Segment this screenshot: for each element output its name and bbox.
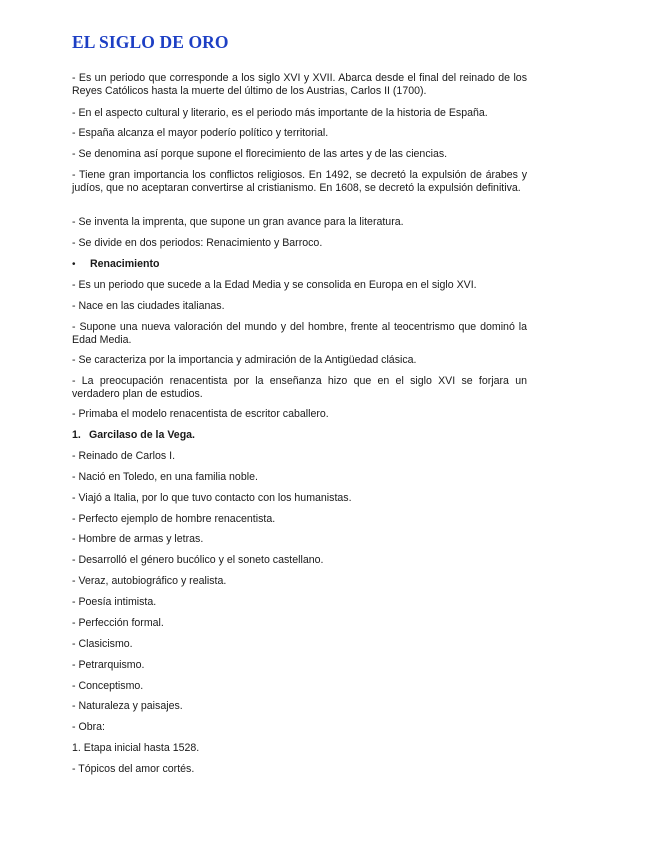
intro-paragraph-3: - España alcanza el mayor poderío político y territorial. bbox=[72, 127, 329, 139]
garcilaso-point-2: - Nació en Toledo, en una familia noble. bbox=[72, 471, 258, 483]
renacimiento-point-2: - Nace en las ciudades italianas. bbox=[72, 300, 225, 312]
garcilaso-point-1: - Reinado de Carlos I. bbox=[72, 450, 176, 462]
garcilaso-heading: Garcilaso de la Vega. bbox=[89, 429, 195, 441]
renacimiento-point-5: - La preocupación renacentista por la enseñanza hizo que en el siglo XVI se forjara un verdadero plan de estudios. bbox=[72, 375, 527, 400]
garcilaso-point-12: - Conceptismo. bbox=[72, 680, 144, 692]
garcilaso-point-15: 1. Etapa inicial hasta 1528. bbox=[72, 742, 200, 754]
garcilaso-point-10: - Clasicismo. bbox=[72, 638, 133, 650]
garcilaso-point-6: - Desarrolló el género bucólico y el soneto castellano. bbox=[72, 554, 324, 566]
renacimiento-point-1: - Es un periodo que sucede a la Edad Media y se consolida en Europa en el siglo XVI. bbox=[72, 279, 477, 291]
garcilaso-point-13: - Naturaleza y paisajes. bbox=[72, 700, 183, 712]
intro-paragraph-1: - Es un periodo que corresponde a los siglo XVI y XVII. Abarca desde el final del reinado de los Reyes Católicos hasta la muerte del último de los Austrias, Carlos II (1700). bbox=[72, 72, 527, 97]
renacimiento-point-4: - Se caracteriza por la importancia y admiración de la Antigüedad clásica. bbox=[72, 354, 417, 366]
garcilaso-point-7: - Veraz, autobiográfico y realista. bbox=[72, 575, 227, 587]
garcilaso-point-3: - Viajó a Italia, por lo que tuvo contacto con los humanistas. bbox=[72, 492, 352, 504]
garcilaso-point-16: - Tópicos del amor cortés. bbox=[72, 763, 195, 775]
document-title: EL SIGLO DE ORO bbox=[72, 32, 229, 52]
garcilaso-point-9: - Perfección formal. bbox=[72, 617, 164, 629]
garcilaso-point-11: - Petrarquismo. bbox=[72, 659, 145, 671]
intro-paragraph-4: - Se denomina así porque supone el florecimiento de las artes y de las ciencias. bbox=[72, 148, 448, 160]
renacimiento-heading-row bbox=[72, 258, 159, 272]
section-number: 1. bbox=[72, 429, 81, 441]
garcilaso-point-14: - Obra: bbox=[72, 721, 105, 733]
intro-paragraph-5: - Tiene gran importancia los conflictos religiosos. En 1492, se decretó la expulsión de árabes y judíos, que no aceptaran convertirse al cristianismo. En 1608, se decretó la expulsión definitiva. bbox=[72, 169, 527, 194]
intro-paragraph-2: - En el aspecto cultural y literario, es el periodo más importante de la historia de España. bbox=[72, 107, 488, 119]
intro-paragraph-7: - Se divide en dos periodos: Renacimiento y Barroco. bbox=[72, 237, 323, 249]
renacimiento-point-3: - Supone una nueva valoración del mundo y del hombre, frente al teocentrismo que dominó la Edad Media. bbox=[72, 321, 527, 346]
garcilaso-point-4: - Perfecto ejemplo de hombre renacentista. bbox=[72, 513, 276, 525]
garcilaso-point-8: - Poesía intimista. bbox=[72, 596, 157, 608]
renacimiento-heading: Renacimiento bbox=[90, 258, 160, 270]
renacimiento-point-6: - Primaba el modelo renacentista de escritor caballero. bbox=[72, 408, 329, 420]
garcilaso-point-5: - Hombre de armas y letras. bbox=[72, 533, 204, 545]
intro-paragraph-6: - Se inventa la imprenta, que supone un gran avance para la literatura. bbox=[72, 216, 404, 228]
bullet-icon: • bbox=[72, 259, 76, 270]
garcilaso-heading-row bbox=[72, 429, 195, 442]
